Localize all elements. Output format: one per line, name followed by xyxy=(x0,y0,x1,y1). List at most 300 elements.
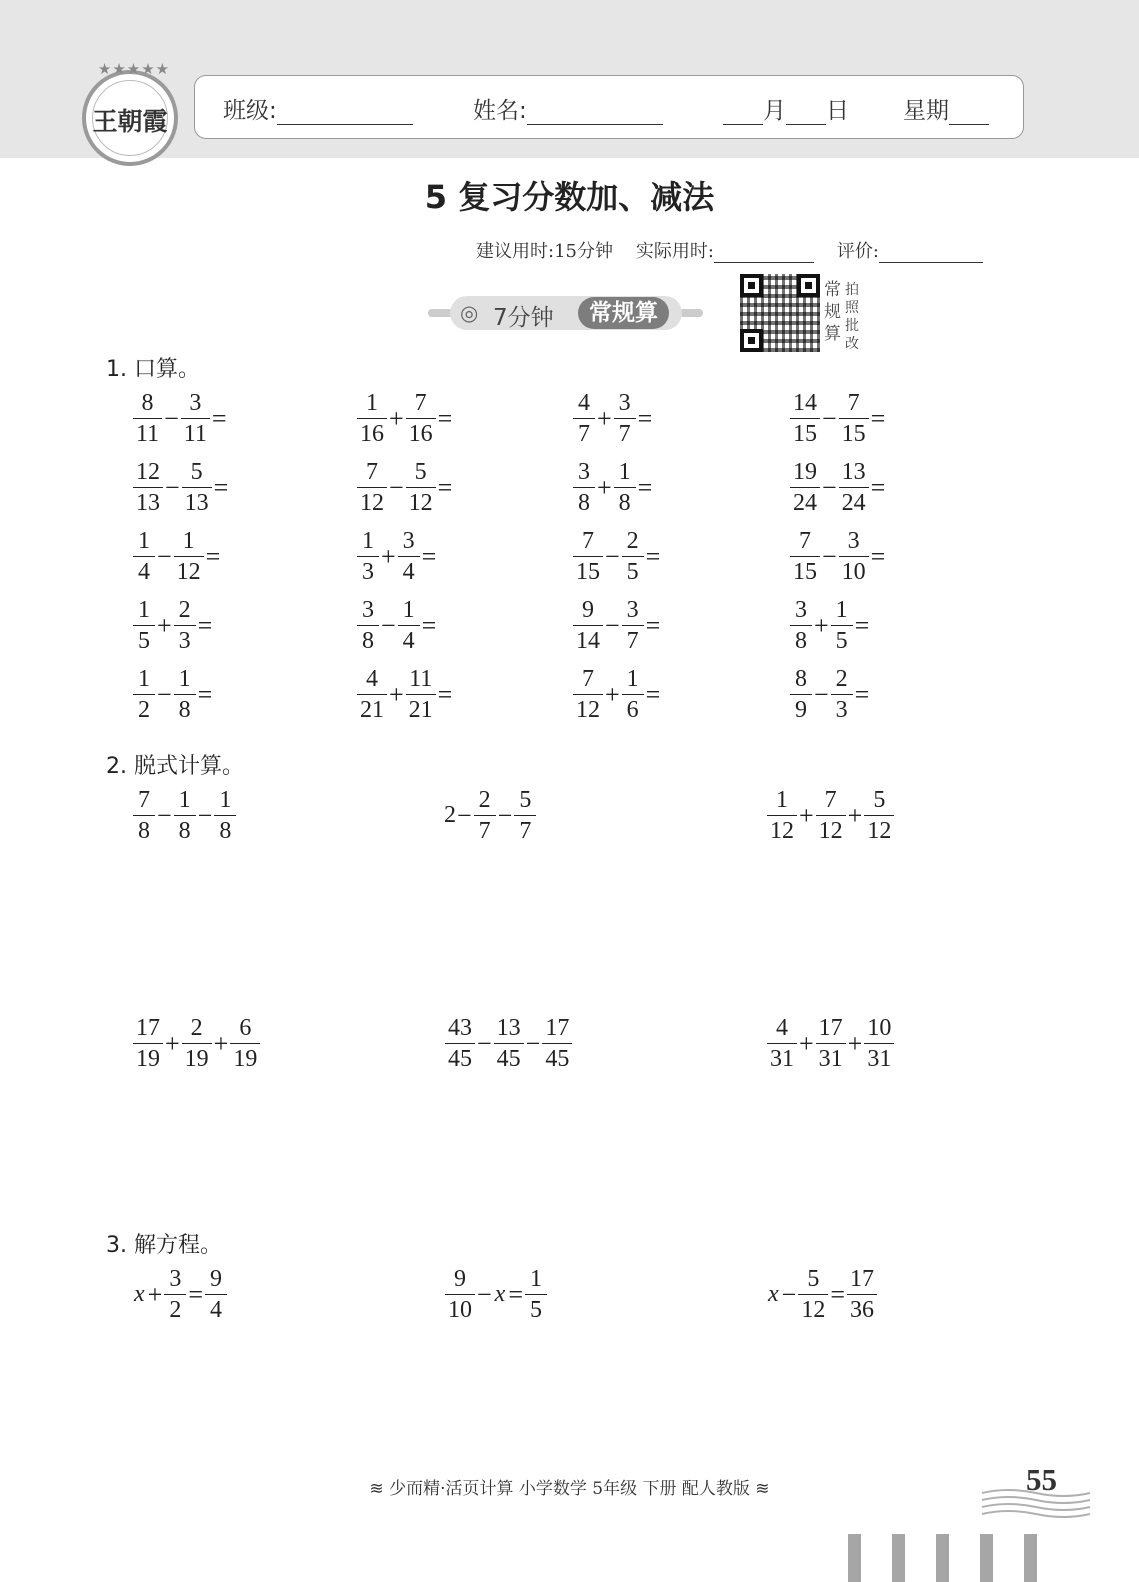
denominator: 45 xyxy=(542,1043,572,1072)
operator: = xyxy=(211,403,227,433)
fraction xyxy=(230,1015,260,1072)
numerator: 3 xyxy=(189,390,202,416)
operator: − xyxy=(477,1279,492,1309)
denominator: 4 xyxy=(398,556,420,585)
fraction xyxy=(573,597,603,654)
operator: + xyxy=(847,800,863,830)
fraction xyxy=(474,787,496,844)
fraction xyxy=(133,597,155,654)
fraction xyxy=(790,597,812,654)
fraction xyxy=(790,459,820,516)
operator: + xyxy=(213,1028,229,1058)
fraction xyxy=(214,787,236,844)
denominator: 3 xyxy=(357,556,379,585)
fraction xyxy=(133,459,163,516)
step-calc-problem xyxy=(132,1015,261,1072)
numerator: 4 xyxy=(776,1015,788,1041)
denominator: 31 xyxy=(767,1043,797,1072)
denominator: 5 xyxy=(525,1294,547,1323)
operator: = xyxy=(508,1279,523,1309)
denominator: 7 xyxy=(573,418,595,447)
step-calc-problem xyxy=(444,787,537,844)
fraction xyxy=(790,666,812,723)
qr-caption-main: 常规算 xyxy=(824,280,841,344)
operator: + xyxy=(605,679,620,709)
timing-line xyxy=(476,237,983,263)
fraction xyxy=(614,459,636,516)
oral-calc-problem xyxy=(356,459,453,516)
fraction xyxy=(790,528,820,585)
numerator: 12 xyxy=(136,459,160,485)
denominator: 5 xyxy=(133,625,155,654)
numerator: 10 xyxy=(867,1015,892,1041)
denominator: 8 xyxy=(357,625,379,654)
step-calc-problem xyxy=(766,787,895,844)
operator: = xyxy=(854,679,870,709)
fraction xyxy=(205,1266,227,1323)
oral-calc-problem xyxy=(572,666,661,723)
numerator: 7 xyxy=(847,390,860,416)
fraction xyxy=(573,666,603,723)
numerator: 1 xyxy=(219,787,232,813)
fraction xyxy=(445,1266,475,1323)
fraction xyxy=(864,787,894,844)
numerator: 1 xyxy=(618,459,631,485)
operator: + xyxy=(847,1028,863,1058)
actual-time-blank[interactable] xyxy=(714,242,814,263)
logo-text: 王朝霞 xyxy=(92,107,168,136)
numerator: 7 xyxy=(582,666,594,692)
fraction xyxy=(816,787,846,844)
actual-time-label: 实际用时: xyxy=(635,241,714,262)
denominator: 8 xyxy=(174,815,196,844)
fraction xyxy=(133,666,155,723)
denominator: 12 xyxy=(767,815,797,844)
denominator: 12 xyxy=(573,694,603,723)
fraction xyxy=(573,390,595,447)
operator: + xyxy=(157,610,172,640)
badge-minutes: 7分钟 xyxy=(493,305,554,331)
variable: x xyxy=(494,1281,506,1307)
denominator: 15 xyxy=(790,556,820,585)
step-calc-problem xyxy=(766,1015,895,1072)
operator: − xyxy=(197,800,213,830)
fraction xyxy=(790,390,820,447)
denominator: 45 xyxy=(445,1043,475,1072)
denominator: 8 xyxy=(614,487,636,516)
oral-calc-problem xyxy=(356,528,437,585)
numerator: 13 xyxy=(841,459,866,485)
denominator: 12 xyxy=(798,1294,828,1323)
operator: = xyxy=(870,541,886,571)
fraction xyxy=(816,1015,846,1072)
operator: − xyxy=(389,472,404,502)
time-badge xyxy=(450,296,682,330)
denominator: 4 xyxy=(398,625,420,654)
fraction xyxy=(622,666,644,723)
fraction xyxy=(864,1015,894,1072)
operator: − xyxy=(165,472,180,502)
operator: = xyxy=(870,472,886,502)
oral-calc-problem xyxy=(356,666,453,723)
denominator: 6 xyxy=(622,694,644,723)
operator: = xyxy=(197,679,213,709)
fraction xyxy=(542,1015,572,1072)
operator: + xyxy=(389,679,404,709)
operator: = xyxy=(205,541,221,571)
fraction xyxy=(174,597,196,654)
numerator: 3 xyxy=(847,528,860,554)
numerator: 2 xyxy=(190,1015,203,1041)
numerator: 43 xyxy=(448,1015,472,1041)
fraction xyxy=(133,528,155,585)
class-field[interactable]: 班级: xyxy=(223,92,413,125)
evaluation-blank[interactable] xyxy=(879,242,983,263)
numerator: 1 xyxy=(178,787,191,813)
denominator: 11 xyxy=(181,418,210,447)
fraction xyxy=(839,459,869,516)
fraction xyxy=(514,787,536,844)
denominator: 8 xyxy=(133,815,155,844)
numerator: 1 xyxy=(178,666,191,692)
fraction xyxy=(767,1015,797,1072)
fraction xyxy=(831,666,853,723)
fraction xyxy=(831,597,853,654)
denominator: 16 xyxy=(406,418,436,447)
fraction xyxy=(357,459,387,516)
numerator: 5 xyxy=(519,787,532,813)
operator: = xyxy=(645,679,661,709)
operator: − xyxy=(822,472,837,502)
operator: = xyxy=(637,472,653,502)
numerator: 17 xyxy=(818,1015,843,1041)
oral-calc-problem xyxy=(356,597,437,654)
oral-calc-problem xyxy=(572,597,661,654)
numerator: 7 xyxy=(138,787,150,813)
numerator: 2 xyxy=(835,666,848,692)
fraction xyxy=(622,528,644,585)
oral-calc-problem xyxy=(789,459,886,516)
operator: = xyxy=(645,610,661,640)
denominator: 45 xyxy=(494,1043,524,1072)
operator: = xyxy=(421,541,437,571)
fraction xyxy=(573,459,595,516)
fraction xyxy=(622,597,644,654)
numerator: 11 xyxy=(409,666,433,692)
numerator: 1 xyxy=(138,597,150,623)
operator: + xyxy=(147,1279,163,1309)
oral-calc-problem xyxy=(132,390,228,447)
numerator: 3 xyxy=(618,390,631,416)
denominator: 11 xyxy=(133,418,162,447)
evaluation-label: 评价: xyxy=(836,241,879,262)
denominator: 12 xyxy=(357,487,387,516)
denominator: 8 xyxy=(573,487,595,516)
denominator: 21 xyxy=(406,694,436,723)
fraction xyxy=(398,528,420,585)
qr-code-icon[interactable] xyxy=(740,274,820,352)
fraction xyxy=(398,597,420,654)
fraction xyxy=(357,528,379,585)
operator: − xyxy=(525,1028,541,1058)
oral-calc-problem xyxy=(356,390,453,447)
operator: − xyxy=(814,679,829,709)
fraction xyxy=(767,787,797,844)
operator: + xyxy=(597,403,612,433)
fraction xyxy=(406,666,436,723)
medal-icon: ◎ xyxy=(460,301,479,325)
denominator: 5 xyxy=(831,625,853,654)
denominator: 10 xyxy=(839,556,869,585)
operator: − xyxy=(497,800,513,830)
operator: = xyxy=(437,679,453,709)
denominator: 12 xyxy=(816,815,846,844)
numerator: 2 xyxy=(626,528,639,554)
numerator: 1 xyxy=(776,787,788,813)
denominator: 5 xyxy=(622,556,644,585)
fraction xyxy=(573,528,603,585)
badge-tag: 常规算 xyxy=(578,297,669,329)
weekday-field[interactable]: 星期 xyxy=(903,92,989,125)
numerator: 5 xyxy=(873,787,886,813)
fraction xyxy=(406,459,436,516)
operator: = xyxy=(437,472,453,502)
denominator: 24 xyxy=(839,487,869,516)
operator: − xyxy=(381,610,396,640)
denominator: 7 xyxy=(622,625,644,654)
denominator: 3 xyxy=(831,694,853,723)
numerator: 1 xyxy=(138,666,150,692)
section-1-heading: 1. 口算。 xyxy=(106,357,200,382)
denominator: 2 xyxy=(133,694,155,723)
numerator: 3 xyxy=(402,528,415,554)
numerator: 17 xyxy=(136,1015,160,1041)
fraction xyxy=(798,1266,828,1323)
denominator: 15 xyxy=(839,418,869,447)
variable: x xyxy=(768,1281,779,1307)
operator: + xyxy=(381,541,396,571)
numerator: 13 xyxy=(496,1015,521,1041)
section-2-heading: 2. 脱式计算。 xyxy=(106,754,244,779)
operator: − xyxy=(477,1028,492,1058)
denominator: 4 xyxy=(205,1294,227,1323)
numerator: 1 xyxy=(530,1266,542,1292)
numerator: 1 xyxy=(182,528,195,554)
operator: − xyxy=(164,403,179,433)
variable: x xyxy=(134,1281,145,1307)
numerator: 1 xyxy=(362,528,374,554)
numerator: 1 xyxy=(138,528,150,554)
operator: − xyxy=(822,541,837,571)
numerator: 7 xyxy=(582,528,594,554)
numerator: 9 xyxy=(582,597,594,623)
numerator: 14 xyxy=(793,390,817,416)
operator: = xyxy=(421,610,437,640)
fraction xyxy=(182,1015,212,1072)
operator: = xyxy=(197,610,213,640)
operator: − xyxy=(605,541,620,571)
numerator: 1 xyxy=(366,390,378,416)
page-title: 5 复习分数加、减法 xyxy=(424,178,715,216)
operator: = xyxy=(437,403,453,433)
operator: − xyxy=(157,679,172,709)
denominator: 4 xyxy=(133,556,155,585)
oral-calc-problem xyxy=(132,666,213,723)
numerator: 6 xyxy=(239,1015,252,1041)
numerator: 17 xyxy=(545,1015,570,1041)
numerator: 5 xyxy=(807,1266,820,1292)
operator: − xyxy=(157,800,172,830)
fraction xyxy=(174,787,196,844)
oral-calc-problem xyxy=(789,528,886,585)
date-field[interactable]: 月 日 xyxy=(723,92,849,125)
oral-calc-problem xyxy=(789,597,870,654)
denominator: 19 xyxy=(133,1043,163,1072)
denominator: 8 xyxy=(174,694,196,723)
fraction xyxy=(839,528,869,585)
denominator: 12 xyxy=(174,556,204,585)
operator: = xyxy=(870,403,886,433)
numerator: 1 xyxy=(835,597,848,623)
operator: = xyxy=(830,1279,845,1309)
operator: + xyxy=(814,610,829,640)
oral-calc-problem xyxy=(572,528,661,585)
whole-number: 2 xyxy=(444,802,456,828)
numerator: 1 xyxy=(626,666,639,692)
numerator: 8 xyxy=(795,666,807,692)
student-info-box xyxy=(194,75,1024,139)
fraction xyxy=(357,666,387,723)
denominator: 16 xyxy=(357,418,387,447)
operator: = xyxy=(637,403,653,433)
fraction xyxy=(164,1266,186,1323)
denominator: 13 xyxy=(133,487,163,516)
qr-caption-sub: 拍照批改 xyxy=(845,282,859,352)
numerator: 17 xyxy=(850,1266,874,1292)
fraction xyxy=(847,1266,877,1323)
denominator: 8 xyxy=(790,625,812,654)
logo-stars-icon: ★★★★★ xyxy=(97,60,171,78)
numerator: 5 xyxy=(190,459,203,485)
decorative-waves-icon xyxy=(980,1487,1092,1521)
equation-problem xyxy=(444,1266,548,1323)
publisher-logo xyxy=(82,60,178,166)
denominator: 31 xyxy=(864,1043,894,1072)
fraction xyxy=(839,390,869,447)
operator: − xyxy=(457,800,472,830)
numerator: 9 xyxy=(210,1266,222,1292)
numerator: 3 xyxy=(578,459,590,485)
numerator: 9 xyxy=(454,1266,466,1292)
denominator: 15 xyxy=(790,418,820,447)
fraction xyxy=(133,787,155,844)
operator: − xyxy=(157,541,172,571)
denominator: 8 xyxy=(214,815,236,844)
denominator: 2 xyxy=(164,1294,186,1323)
oral-calc-problem xyxy=(132,528,221,585)
denominator: 15 xyxy=(573,556,603,585)
denominator: 21 xyxy=(357,694,387,723)
denominator: 36 xyxy=(847,1294,877,1323)
operator: = xyxy=(213,472,229,502)
section-3-heading: 3. 解方程。 xyxy=(106,1233,222,1258)
operator: − xyxy=(605,610,620,640)
operator: + xyxy=(799,800,814,830)
oral-calc-problem xyxy=(132,459,229,516)
denominator: 31 xyxy=(816,1043,846,1072)
equation-problem xyxy=(766,1266,878,1323)
numerator: 7 xyxy=(799,528,811,554)
footer-text: ≋ 少而精·活页计算 小学数学 5年级 下册 配人教版 ≋ xyxy=(369,1479,770,1499)
denominator: 12 xyxy=(406,487,436,516)
fraction xyxy=(182,459,212,516)
operator: − xyxy=(822,403,837,433)
numerator: 2 xyxy=(478,787,491,813)
denominator: 9 xyxy=(790,694,812,723)
fraction xyxy=(445,1015,475,1072)
suggested-time: 建议用时:15分钟 xyxy=(476,241,613,262)
denominator: 7 xyxy=(514,815,536,844)
denominator: 7 xyxy=(614,418,636,447)
denominator: 7 xyxy=(474,815,496,844)
denominator: 10 xyxy=(445,1294,475,1323)
fraction xyxy=(174,666,196,723)
operator: = xyxy=(645,541,661,571)
numerator: 5 xyxy=(414,459,427,485)
fraction xyxy=(525,1266,547,1323)
operator: − xyxy=(781,1279,797,1309)
denominator: 13 xyxy=(182,487,212,516)
numerator: 2 xyxy=(178,597,191,623)
numerator: 4 xyxy=(578,390,590,416)
equation-problem xyxy=(132,1266,228,1323)
operator: = xyxy=(854,610,870,640)
numerator: 7 xyxy=(824,787,837,813)
step-calc-problem xyxy=(444,1015,573,1072)
denominator: 19 xyxy=(182,1043,212,1072)
page-number: 55 xyxy=(1026,1462,1057,1497)
numerator: 7 xyxy=(366,459,378,485)
fraction xyxy=(133,1015,163,1072)
oral-calc-problem xyxy=(572,459,653,516)
fraction xyxy=(357,390,387,447)
denominator: 24 xyxy=(790,487,820,516)
denominator: 14 xyxy=(573,625,603,654)
numerator: 1 xyxy=(402,597,415,623)
operator: + xyxy=(799,1028,814,1058)
fraction xyxy=(494,1015,524,1072)
oral-calc-problem xyxy=(789,390,886,447)
oral-calc-problem xyxy=(132,597,213,654)
fraction xyxy=(181,390,210,447)
numerator: 8 xyxy=(141,390,154,416)
fraction xyxy=(614,390,636,447)
name-field[interactable]: 姓名: xyxy=(473,92,663,125)
denominator: 3 xyxy=(174,625,196,654)
numerator: 3 xyxy=(626,597,639,623)
operator: + xyxy=(389,403,404,433)
numerator: 3 xyxy=(795,597,807,623)
denominator: 12 xyxy=(864,815,894,844)
numerator: 19 xyxy=(793,459,817,485)
numerator: 7 xyxy=(414,390,427,416)
fraction xyxy=(406,390,436,447)
denominator: 19 xyxy=(230,1043,260,1072)
numerator: 4 xyxy=(366,666,378,692)
fraction xyxy=(357,597,379,654)
oral-calc-problem xyxy=(789,666,870,723)
operator: + xyxy=(597,472,612,502)
